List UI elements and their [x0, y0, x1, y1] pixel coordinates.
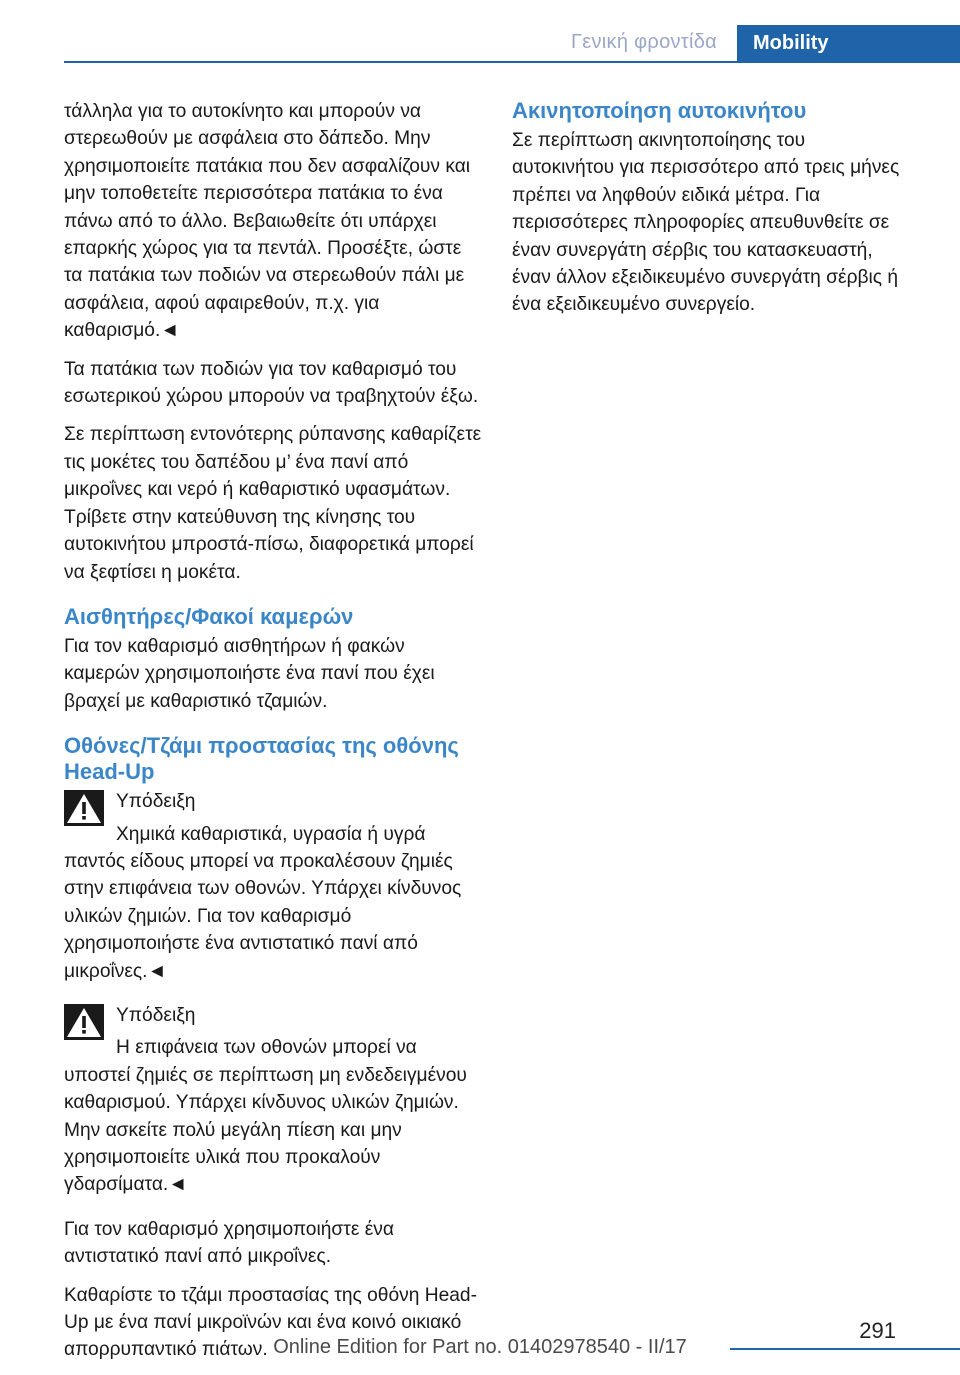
warning-triangle-icon	[64, 1004, 104, 1040]
section-tab-general-care[interactable]: Γενική φροντίδα	[570, 31, 718, 53]
paragraph-mats-removal: Τα πατάκια των ποδιών για τον καθαρισμό του εσωτερικού χώρου μπορούν να τραβηχτούν έξω.	[64, 358, 479, 408]
left-column	[64, 98, 484, 1375]
edition-note: Online Edition for Part no. 01402978540 - II/17	[273, 1336, 687, 1358]
section-tab-mobility[interactable]: Mobility	[737, 25, 960, 62]
note-body	[64, 821, 484, 985]
note-body	[64, 1034, 484, 1198]
warning-note-1	[64, 788, 484, 985]
paragraph-carpet-cleaning: Σε περίπτωση εντονότερης ρύπανσης καθαρίζετε τις μοκέτες του δαπέδου μ’ ένα πανί από μικροΐνες και νερό ή καθαριστικό υφασμάτων. Τρίβετε στην κατεύθυνση της κίνησης του αυτοκινήτου μπροστά-πίσω, διαφορετικά μπορεί να ξεφτίσει η μοκέτα.	[64, 424, 482, 583]
warning-note-2	[64, 1002, 484, 1199]
note-title: Υπόδειξη	[116, 791, 196, 813]
right-column	[512, 98, 912, 330]
paragraph-sensors: Για τον καθαρισμό αισθητήρων ή φακών καμερών χρησιμοποιήστε ένα πανί που έχει βραχεί με καθαριστικό τζαμιών.	[64, 635, 435, 712]
page-footer	[0, 1300, 960, 1362]
page-header	[0, 0, 960, 62]
note-title: Υπόδειξη	[116, 1004, 196, 1026]
paragraph-immobilization: Σε περίπτωση ακινητοποίησης του αυτοκινήτου για περισσότερο από τρεις μήνες πρέπει να ληφθούν ειδικά μέτρα. Για περισσότερες πληροφορίες απευθυνθείτε σε έναν συνεργάτη σέρβις του κατασκευαστή, έναν άλλον εξειδικευμένο συνεργάτη σέρβις ή ένα εξειδικευμένο συνεργείο.	[512, 130, 900, 316]
page-number: 291	[859, 1318, 896, 1343]
heading-screens: Οθόνες/Τζάμι προστασίας της οθόνης Head-Up	[64, 733, 459, 785]
paragraph-antistatic-cloth: Για τον καθαρισμό χρησιμοποιήστε ένα αντιστατικό πανί από μικροΐνες.	[64, 1218, 394, 1268]
heading-immobilization: Ακινητοποίηση αυτοκινήτου	[512, 98, 807, 123]
paragraph-floor-mats: τάλληλα για το αυτοκίνητο και μπορούν να στερεωθούν με ασφάλεια στο δάπεδο. Μην χρησιμοποιείτε πατάκια που δεν ασφαλίζουν και μην τοποθετείτε περισσότερα πατάκια το ένα πάνω από το άλλο. Βεβαιωθείτε ότι υπάρχει επαρκής χώρος για τα πεντάλ. Προσέξτε, ώστε τα πατάκια των ποδιών να στερεωθούν πάλι με ασφάλεια, αφού αφαιρεθούν, π.χ. για καθαρισμό.◄	[64, 101, 471, 342]
note-text: Χημικά καθαριστικά, υγρασία ή υγρά παντός είδους μπορεί να προκαλέσουν ζημιές στην επιφάνεια των οθονών. Υπάρχει κίνδυνος υλικών ζημιών. Για τον καθαρισμό χρησιμοποιήστε ένα αντιστατικό πανί από μικροΐνες.◄	[64, 823, 462, 982]
note-text: Η επιφάνεια των οθονών μπορεί να υποστεί ζημιές σε περίπτωση μη ενδεδειγμένου καθαρισμού. Υπάρχει κίνδυνος υλικών ζημιών. Μην ασκείτε πολύ μεγάλη πίεση και μην χρησιμοποιείτε υλικά που προκαλούν γδαρσίματα.◄	[64, 1037, 467, 1196]
header-divider	[64, 61, 960, 63]
paragraph-head-up-glass: Καθαρίστε το τζάμι προστασίας της οθόνη Head-Up με ένα πανί μικροϊνών και ένα κοινό οικιακό απορρυπαντικό πιάτων.	[64, 1284, 477, 1361]
warning-triangle-icon	[64, 790, 104, 826]
heading-sensors-cameras: Αισθητήρες/Φακοί καμερών	[64, 603, 354, 629]
